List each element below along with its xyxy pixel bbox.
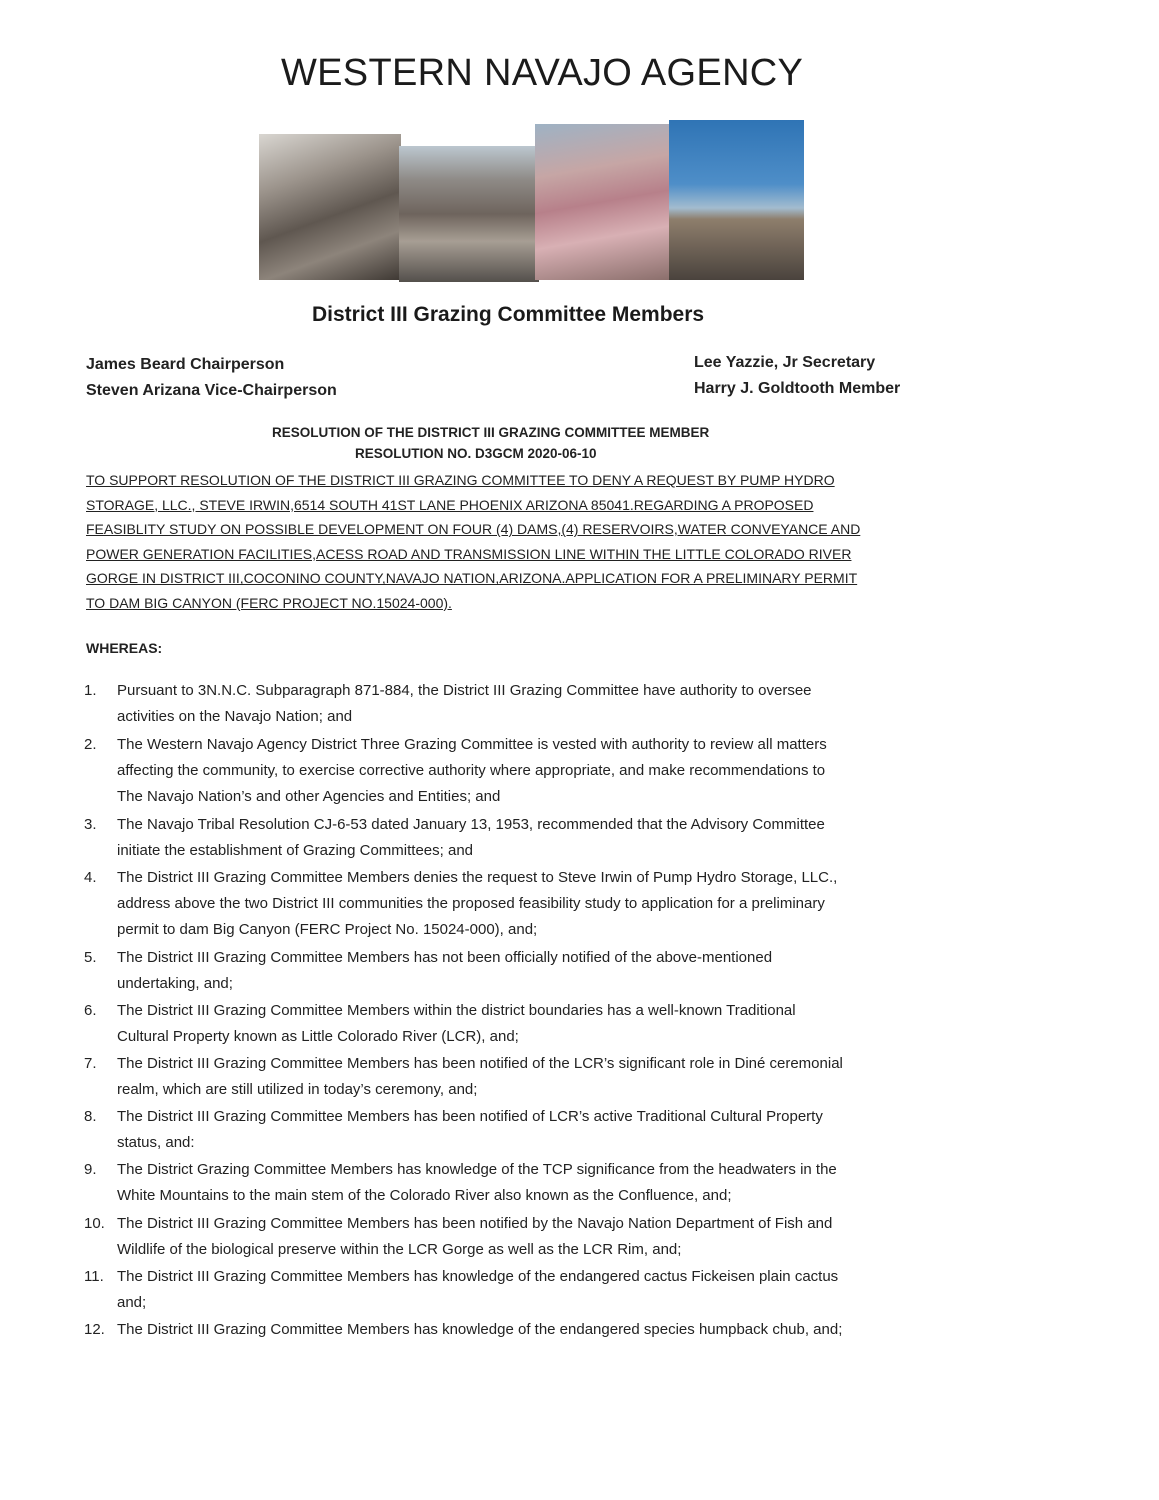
canyon-photo-4 — [669, 120, 804, 280]
clause-number: 2. — [84, 736, 97, 753]
clause-number: 4. — [84, 869, 97, 886]
clause-line: The District III Grazing Committee Members has been notified by the Navajo Nation Department of Fish and — [117, 1215, 833, 1232]
clause-line: The District III Grazing Committee Members has been notified of LCR’s active Traditional Cultural Property — [117, 1108, 823, 1125]
purpose-line: FEASIBLITY STUDY ON POSSIBLE DEVELOPMENT ON FOUR (4) DAMS,(4) RESERVOIRS,WATER CONVEYANCE AND — [86, 521, 861, 538]
clause-number: 6. — [84, 1002, 97, 1019]
clause-line: The District Grazing Committee Members has knowledge of the TCP significance from the headwaters in the — [117, 1161, 837, 1178]
clause-line: White Mountains to the main stem of the Colorado River also known as the Confluence, and; — [117, 1187, 732, 1204]
clause-number: 1. — [84, 682, 97, 699]
clause-line: The District III Grazing Committee Members has knowledge of the endangered species humpback chub, and; — [117, 1321, 843, 1338]
agency-title: WESTERN NAVAJO AGENCY — [281, 52, 804, 94]
canyon-photo-3 — [535, 124, 670, 280]
clause-number: 3. — [84, 816, 97, 833]
clause-line: realm, which are still utilized in today’s ceremony, and; — [117, 1081, 478, 1098]
clause-line: status, and: — [117, 1134, 195, 1151]
resolution-number: RESOLUTION NO. D3GCM 2020-06-10 — [355, 446, 597, 461]
clause-number: 12. — [84, 1321, 105, 1338]
clause-line: affecting the community, to exercise corrective authority where appropriate, and make recommendations to — [117, 762, 826, 779]
clause-number: 5. — [84, 949, 97, 966]
landscape-photo-banner — [259, 120, 804, 282]
clause-line: permit to dam Big Canyon (FERC Project No. 15024-000), and; — [117, 921, 538, 938]
clause-line: and; — [117, 1294, 147, 1311]
clause-line: Cultural Property known as Little Colorado River (LCR), and; — [117, 1028, 519, 1045]
clause-line: The District III Grazing Committee Members has knowledge of the endangered cactus Fickeisen plain cactus — [117, 1268, 839, 1285]
clause-number: 8. — [84, 1108, 97, 1125]
purpose-line: GORGE IN DISTRICT III,COCONINO COUNTY,NAVAJO NATION,ARIZONA.APPLICATION FOR A PRELIMINARY PERMIT — [86, 570, 858, 587]
clause-line: The Navajo Nation’s and other Agencies and Entities; and — [117, 788, 501, 805]
clause-line: Pursuant to 3N.N.C. Subparagraph 871-884, the District III Grazing Committee have authority to oversee — [117, 682, 812, 699]
member-chairperson: James Beard Chairperson — [86, 356, 285, 373]
canyon-photo-2 — [399, 146, 539, 282]
whereas-label: WHEREAS: — [86, 640, 163, 656]
clause-line: initiate the establishment of Grazing Committees; and — [117, 842, 474, 859]
resolution-title: RESOLUTION OF THE DISTRICT III GRAZING COMMITTEE MEMBER — [272, 425, 710, 440]
member-vice-chairperson: Steven Arizana Vice-Chairperson — [86, 382, 337, 399]
purpose-line: STORAGE, LLC., STEVE IRWIN,6514 SOUTH 41ST LANE PHOENIX ARIZONA 85041.REGARDING A PROPOSED — [86, 496, 814, 513]
clause-line: The District III Grazing Committee Members has not been officially notified of the above-mentioned — [117, 949, 773, 966]
clause-line: The Western Navajo Agency District Three Grazing Committee is vested with authority to review all matters — [117, 736, 827, 753]
purpose-line: TO DAM BIG CANYON (FERC PROJECT NO.15024-000). — [86, 594, 452, 611]
clause-number: 11. — [84, 1268, 104, 1285]
clause-number: 9. — [84, 1161, 97, 1178]
clause-line: Wildlife of the biological preserve within the LCR Gorge as well as the LCR Rim, and; — [117, 1241, 682, 1258]
canyon-photo-1 — [259, 134, 401, 280]
purpose-line: POWER GENERATION FACILITIES,ACESS ROAD AND TRANSMISSION LINE WITHIN THE LITTLE COLORADO RIVER — [86, 545, 852, 562]
clause-line: The District III Grazing Committee Members denies the request to Steve Irwin of Pump Hydro Storage, LLC., — [117, 869, 838, 886]
clause-line: The Navajo Tribal Resolution CJ-6-53 dated January 13, 1953, recommended that the Advisory Committee — [117, 816, 825, 833]
clause-line: undertaking, and; — [117, 975, 233, 992]
member-secretary: Lee Yazzie, Jr Secretary — [694, 354, 876, 371]
purpose-line: TO SUPPORT RESOLUTION OF THE DISTRICT III GRAZING COMMITTEE TO DENY A REQUEST BY PUMP HYDRO — [86, 472, 835, 488]
clause-line: address above the two District III communities the proposed feasibility study to application for a preliminary — [117, 895, 825, 912]
committee-heading: District III Grazing Committee Members — [312, 303, 705, 326]
resolution-purpose — [86, 468, 966, 616]
clause-number: 10. — [84, 1215, 105, 1232]
member-goldtooth: Harry J. Goldtooth Member — [694, 380, 901, 397]
clause-line: activities on the Navajo Nation; and — [117, 708, 353, 725]
clause-line: The District III Grazing Committee Members has been notified of the LCR’s significant role in Diné ceremonial — [117, 1055, 843, 1072]
clause-number: 7. — [84, 1055, 97, 1072]
clause-line: The District III Grazing Committee Members within the district boundaries has a well-known Traditional — [117, 1002, 796, 1019]
